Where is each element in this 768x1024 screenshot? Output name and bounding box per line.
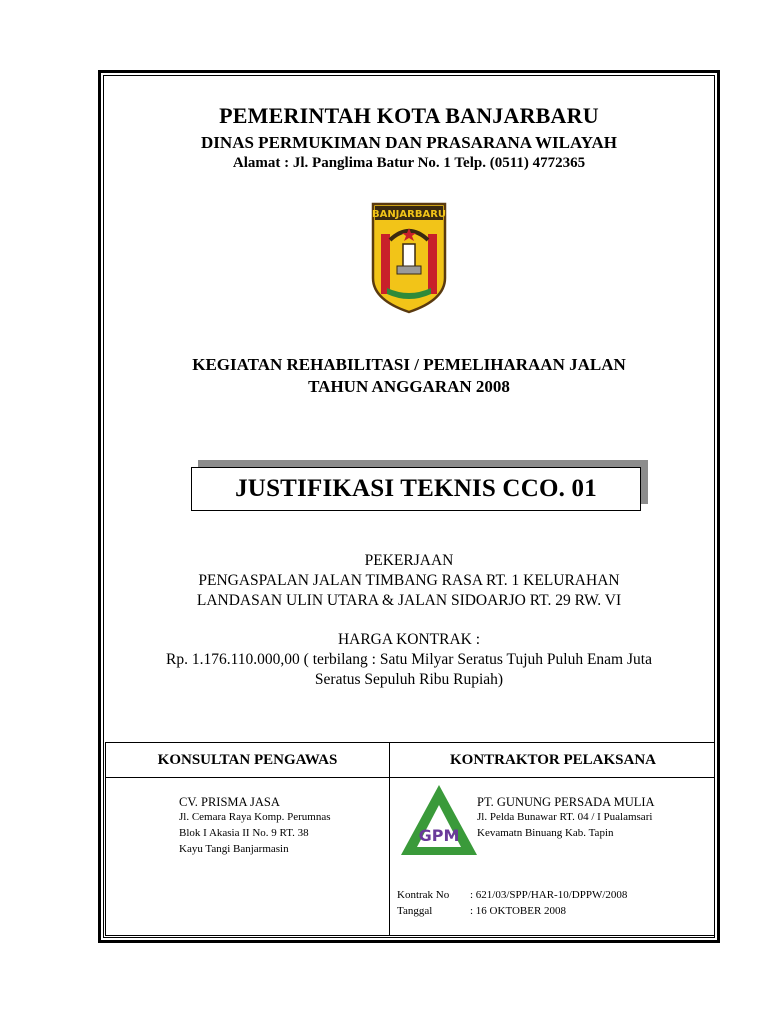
- parties-table: [105, 742, 715, 936]
- banjarbaru-crest-icon: [369, 200, 449, 314]
- contract-number-label: Kontrak No: [397, 889, 450, 901]
- consultant-address-2: Blok I Akasia II No. 9 RT. 38: [179, 827, 309, 839]
- gpm-logo-icon: [399, 783, 479, 858]
- work-line-1: PENGASPALAN JALAN TIMBANG RASA RT. 1 KELURAHAN: [198, 572, 620, 589]
- consultant-name: CV. PRISMA JASA: [179, 795, 280, 809]
- crest-label: BANJARBARU: [371, 209, 447, 220]
- work-line-2: LANDASAN ULIN UTARA & JALAN SIDOARJO RT. 29 RW. VI: [196, 592, 622, 609]
- consultant-header: KONSULTAN PENGAWAS: [157, 752, 338, 768]
- department-address: Alamat : Jl. Panglima Batur No. 1 Telp. (0511) 4772365: [232, 155, 586, 171]
- contractor-name: PT. GUNUNG PERSADA MULIA: [477, 795, 655, 809]
- government-title: PEMERINTAH KOTA BANJARBARU: [219, 103, 599, 128]
- contractor-address-2: Kevamatn Binuang Kab. Tapin: [477, 827, 614, 839]
- table-divider-horizontal: [106, 777, 714, 778]
- contract-date-value: : 16 OKTOBER 2008: [470, 905, 567, 917]
- document-title: JUSTIFIKASI TEKNIS CCO. 01: [235, 475, 597, 502]
- contractor-address-1: Jl. Pelda Bunawar RT. 04 / I Pualamsari: [477, 811, 653, 823]
- contract-price-label: HARGA KONTRAK :: [337, 631, 481, 648]
- document-title-box: [191, 467, 641, 511]
- contract-price-line-2: Seratus Sepuluh Ribu Rupiah): [314, 671, 504, 688]
- consultant-address-3: Kayu Tangi Banjarmasin: [179, 843, 289, 855]
- work-label: PEKERJAAN: [364, 552, 454, 569]
- activity-line-1: KEGIATAN REHABILITASI / PEMELIHARAAN JALAN: [192, 355, 626, 374]
- gpm-logo-text: GPM: [418, 826, 460, 845]
- department-title: DINAS PERMUKIMAN DAN PRASARANA WILAYAH: [201, 133, 617, 152]
- contractor-header: KONTRAKTOR PELAKSANA: [449, 752, 656, 768]
- contract-date-label: Tanggal: [397, 905, 433, 917]
- contract-number-value: : 621/03/SPP/HAR-10/DPPW/2008: [470, 889, 628, 901]
- activity-line-2: TAHUN ANGGARAN 2008: [308, 377, 510, 396]
- contract-price-line-1: Rp. 1.176.110.000,00 ( terbilang : Satu Milyar Seratus Tujuh Puluh Enam Juta: [166, 651, 652, 668]
- consultant-address-1: Jl. Cemara Raya Komp. Perumnas: [179, 811, 331, 823]
